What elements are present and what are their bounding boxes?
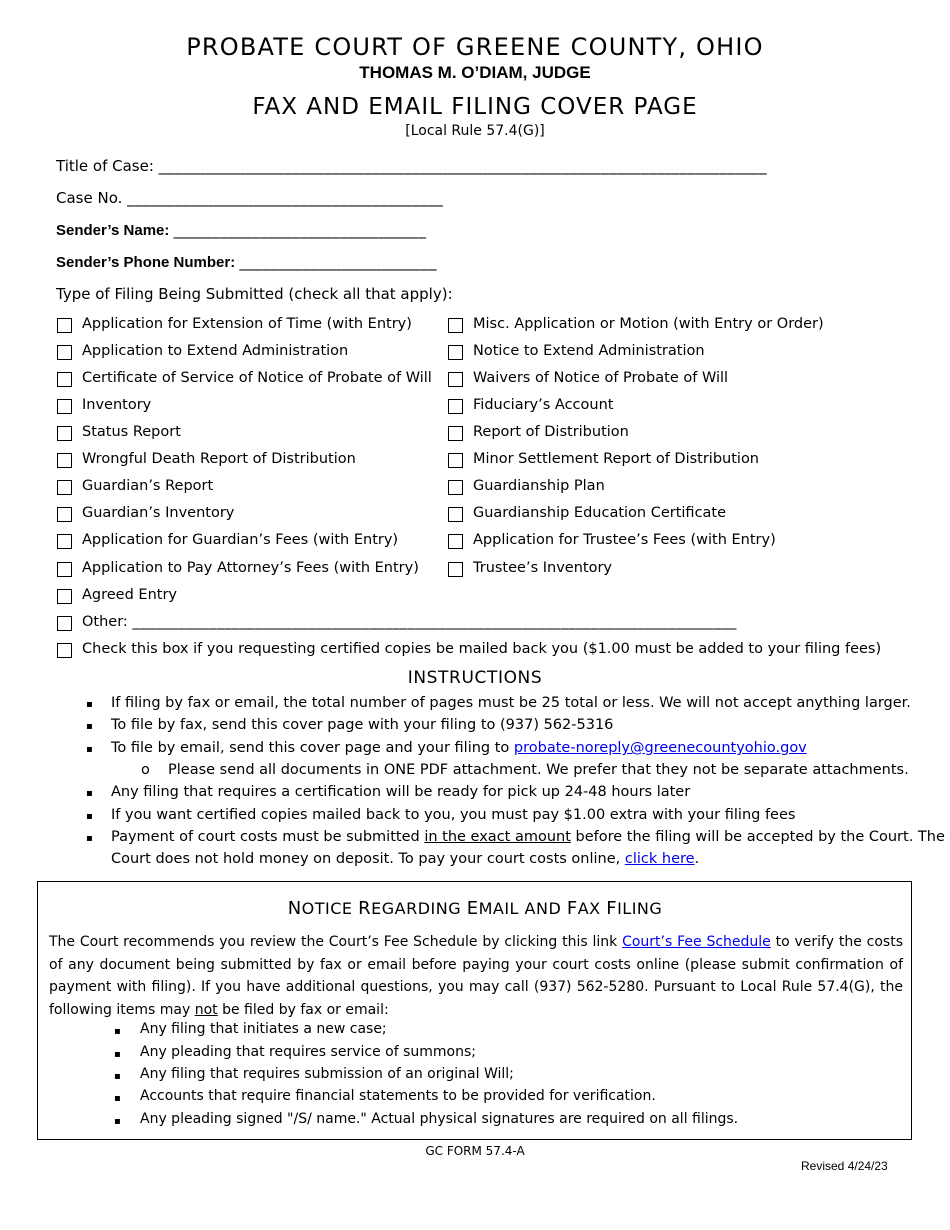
instruction-text: Payment of court costs must be submitted: [111, 829, 420, 845]
checkbox-label: Minor Settlement Report of Distribution: [473, 451, 759, 467]
checkbox-label: Status Report: [82, 424, 181, 440]
sender-phone-label: Sender’s Phone Number:: [56, 254, 236, 271]
notice-item: Any filing that initiates a new case;: [140, 1021, 387, 1037]
checkbox[interactable]: [57, 507, 72, 522]
checkbox-label: Guardian’s Inventory: [82, 505, 235, 521]
checkbox[interactable]: [57, 480, 72, 495]
email-link[interactable]: probate-noreply@greenecountyohio.gov: [513, 740, 807, 756]
checkbox-label: Application to Extend Administration: [82, 343, 349, 359]
instruction-item: Any filing that requires a certification will be ready for pick up 24-48 hours later: [111, 784, 691, 800]
instruction-item: [111, 740, 807, 756]
checkbox[interactable]: [57, 372, 72, 387]
title-of-case-field[interactable]: [56, 157, 767, 175]
instruction-item: To file by fax, send this cover page with your filing to (937) 562-5316: [111, 717, 614, 733]
certified-copies-checkbox[interactable]: [57, 643, 72, 658]
case-no-field[interactable]: [56, 189, 443, 207]
local-rule: [Local Rule 57.4(G)]: [405, 123, 545, 139]
sender-name-label: Sender’s Name:: [56, 222, 170, 239]
notice-text: to verify the costs of any document being submitted by fax or email before paying your court costs online (please submit confirmation of payment with filing). If you have additional questions, you may call (937) 562-5280. Pursuant to Local Rule 57.4(G), the following items may: [49, 934, 903, 1018]
sender-name-field[interactable]: [56, 221, 426, 239]
checkbox[interactable]: [448, 399, 463, 414]
form-title: FAX AND EMAIL FILING COVER PAGE: [252, 94, 698, 120]
checkbox[interactable]: [448, 507, 463, 522]
checkbox[interactable]: [57, 534, 72, 549]
instruction-item: If filing by fax or email, the total number of pages must be 25 total or less. We will not accept anything larger.: [111, 695, 911, 711]
checkbox[interactable]: [57, 453, 72, 468]
certified-copies-label: Check this box if you requesting certified copies be mailed back you ($1.00 must be added to your filing fees): [82, 641, 882, 657]
checkbox[interactable]: [57, 562, 72, 577]
notice-item: Any filing that requires submission of an original Will;: [140, 1066, 514, 1082]
checkbox-label: Application for Trustee’s Fees (with Entry): [473, 532, 776, 548]
checkbox[interactable]: [448, 345, 463, 360]
checkbox[interactable]: [448, 534, 463, 549]
period: .: [694, 851, 700, 867]
click-here-link[interactable]: click here: [624, 851, 695, 867]
notice-text: The Court recommends you review the Court’s Fee Schedule by clicking this link: [49, 934, 623, 950]
notice-item: Accounts that require financial statements to be provided for verification.: [140, 1088, 656, 1104]
bullet-icon: ▪: [86, 699, 93, 710]
title-of-case-label: Title of Case:: [56, 157, 154, 175]
checkbox-label: Guardianship Education Certificate: [473, 505, 727, 521]
bullet-icon: ▪: [114, 1093, 121, 1104]
checkbox-label: Guardianship Plan: [473, 478, 605, 494]
checkbox-label: Trustee’s Inventory: [473, 560, 612, 576]
sender-phone-blank[interactable]: _________________________: [239, 253, 437, 271]
bullet-icon: ▪: [114, 1026, 121, 1037]
checkbox[interactable]: [448, 453, 463, 468]
notice-text: be filed by fax or email:: [217, 1001, 389, 1018]
judge-name: THOMAS M. O’DIAM, JUDGE: [359, 63, 591, 82]
case-no-label: Case No.: [56, 189, 123, 207]
notice-item: Any pleading that requires service of summons;: [140, 1044, 476, 1060]
title-of-case-blank[interactable]: _____________________________________________________________________________: [158, 157, 767, 175]
sub-bullet-icon: o: [141, 762, 150, 778]
checkbox[interactable]: [57, 399, 72, 414]
other-field[interactable]: [82, 614, 737, 630]
instruction-item: [111, 829, 945, 845]
sender-phone-field[interactable]: [56, 253, 437, 271]
bullet-icon: ▪: [86, 788, 93, 799]
checkbox[interactable]: [57, 345, 72, 360]
checkbox-label: Application for Extension of Time (with Entry): [82, 316, 412, 332]
case-no-blank[interactable]: ________________________________________: [127, 189, 444, 207]
bullet-icon: ▪: [86, 721, 93, 732]
checkbox-label: Notice to Extend Administration: [473, 343, 705, 359]
bullet-icon: ▪: [86, 811, 93, 822]
notice-paragraph: [49, 931, 903, 1021]
checkbox[interactable]: [448, 480, 463, 495]
checkbox-label: Inventory: [82, 397, 152, 413]
bullet-icon: ▪: [86, 833, 93, 844]
other-label: Other:: [82, 614, 128, 630]
bullet-icon: ▪: [86, 744, 93, 755]
instruction-item-continued: [111, 851, 699, 867]
bullet-icon: ▪: [114, 1116, 121, 1127]
checkbox-label: Application for Guardian’s Fees (with Entry): [82, 532, 399, 548]
bullet-icon: ▪: [114, 1071, 121, 1082]
checkbox[interactable]: [57, 426, 72, 441]
sender-name-blank[interactable]: ________________________________: [173, 221, 427, 239]
revised-date: Revised 4/24/23: [801, 1159, 888, 1173]
checkbox-label: Certificate of Service of Notice of Probate of Will: [82, 370, 432, 386]
checkbox-label: Misc. Application or Motion (with Entry or Order): [473, 316, 824, 332]
other-blank[interactable]: _______________________________________________________________________________: [132, 614, 737, 630]
filing-type-prompt: Type of Filing Being Submitted (check all that apply):: [56, 285, 453, 303]
fee-schedule-link[interactable]: Court’s Fee Schedule: [622, 934, 771, 950]
bullet-icon: ▪: [114, 1049, 121, 1060]
not-emphasis: not: [194, 1001, 218, 1018]
checkbox-label: Wrongful Death Report of Distribution: [82, 451, 356, 467]
checkbox-label: Agreed Entry: [82, 587, 178, 603]
instructions-title: INSTRUCTIONS: [407, 668, 543, 688]
instruction-item: If you want certified copies mailed back to you, you must pay $1.00 extra with your filing fees: [111, 807, 796, 823]
checkbox[interactable]: [448, 372, 463, 387]
notice-title: NOTICE REGARDING EMAIL AND FAX FILING: [287, 898, 663, 919]
checkbox[interactable]: [57, 589, 72, 604]
instruction-text: before the filing will be accepted by the Court. The: [575, 829, 945, 845]
instruction-subitem: Please send all documents in ONE PDF attachment. We prefer that they not be separate attachments.: [168, 762, 909, 778]
checkbox[interactable]: [448, 562, 463, 577]
checkbox[interactable]: [448, 426, 463, 441]
court-name: PROBATE COURT OF GREENE COUNTY, OHIO: [186, 33, 764, 61]
checkbox-label: Fiduciary’s Account: [473, 397, 614, 413]
notice-item: Any pleading signed "/S/ name." Actual physical signatures are required on all filings.: [140, 1111, 739, 1127]
checkbox-label: Waivers of Notice of Probate of Will: [473, 370, 729, 386]
other-checkbox[interactable]: [57, 616, 72, 631]
instruction-text: To file by email, send this cover page and your filing to: [111, 740, 510, 756]
checkbox-label: Guardian’s Report: [82, 478, 214, 494]
checkbox[interactable]: [448, 318, 463, 333]
checkbox-label: Application to Pay Attorney’s Fees (with Entry): [82, 560, 419, 576]
exact-amount-text: in the exact amount: [424, 829, 571, 845]
checkbox[interactable]: [57, 318, 72, 333]
form-number: GC FORM 57.4-A: [425, 1144, 525, 1158]
instruction-text: Court does not hold money on deposit. To pay your court costs online,: [111, 851, 621, 867]
checkbox-label: Report of Distribution: [473, 424, 629, 440]
